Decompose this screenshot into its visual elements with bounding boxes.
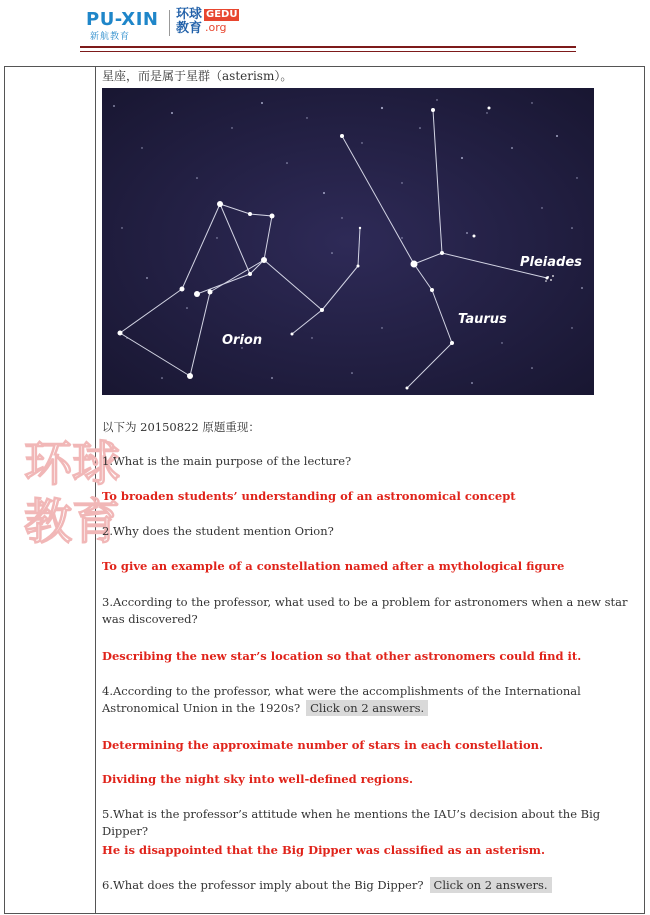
- question-3: 3.According to the professor, what used to be a problem for astronomers when a new star was discovered?: [102, 595, 628, 626]
- answer-1: To broaden students’ understanding of an astronomical concept: [102, 489, 516, 503]
- question-6-text: 6.What does the professor imply about the Big Dipper?: [102, 878, 424, 892]
- answer-4a: Determining the approximate number of stars in each constellation.: [102, 738, 543, 752]
- watermark: 环球 教育: [24, 436, 121, 550]
- page-header: [0, 0, 650, 60]
- question-5: 5.What is the professor’s attitude when he mentions the IAU’s decision about the Big Dipper?: [102, 807, 601, 838]
- logo-separator: [169, 10, 170, 36]
- answer-2: To give an example of a constellation named after a mythological figure: [102, 559, 565, 573]
- question-2: 2.Why does the student mention Orion?: [102, 524, 334, 538]
- huanqiu-logo: 环球教育: [176, 7, 203, 36]
- header-rule-thin: [80, 51, 576, 52]
- question-6: [102, 877, 632, 894]
- question-6-note: Click on 2 answers.: [430, 877, 552, 893]
- answer-5: He is disappointed that the Big Dipper was classified as an asterism.: [102, 843, 545, 857]
- answer-4b: Dividing the night sky into well-defined regions.: [102, 772, 413, 786]
- header-rule-thick: [80, 46, 576, 48]
- constellation-image: [102, 88, 594, 395]
- gedu-logo-badge: GEDU: [206, 9, 238, 20]
- question-4: [102, 683, 632, 717]
- label-pleiades: Pleiades: [520, 255, 582, 270]
- answer-3: Describing the new star’s location so that other astronomers could find it.: [102, 649, 582, 663]
- gedu-logo-org: .org: [205, 21, 227, 34]
- label-taurus: Taurus: [458, 312, 507, 327]
- question-4-text: 4.According to the professor, what were the accomplishments of the International Astronomical Union in the 1920s?: [102, 684, 581, 715]
- question-1: 1.What is the main purpose of the lecture?: [102, 454, 352, 468]
- section-title: 以下为 20150822 原题重现：: [102, 420, 260, 434]
- puxin-logo: PU-XIN: [86, 9, 159, 30]
- question-4-note: Click on 2 answers.: [306, 700, 428, 716]
- intro-text: 星座，而是属于星群（asterism）。: [102, 69, 293, 83]
- puxin-logo-subtitle: 新航教育: [90, 32, 131, 42]
- label-orion: Orion: [222, 333, 263, 348]
